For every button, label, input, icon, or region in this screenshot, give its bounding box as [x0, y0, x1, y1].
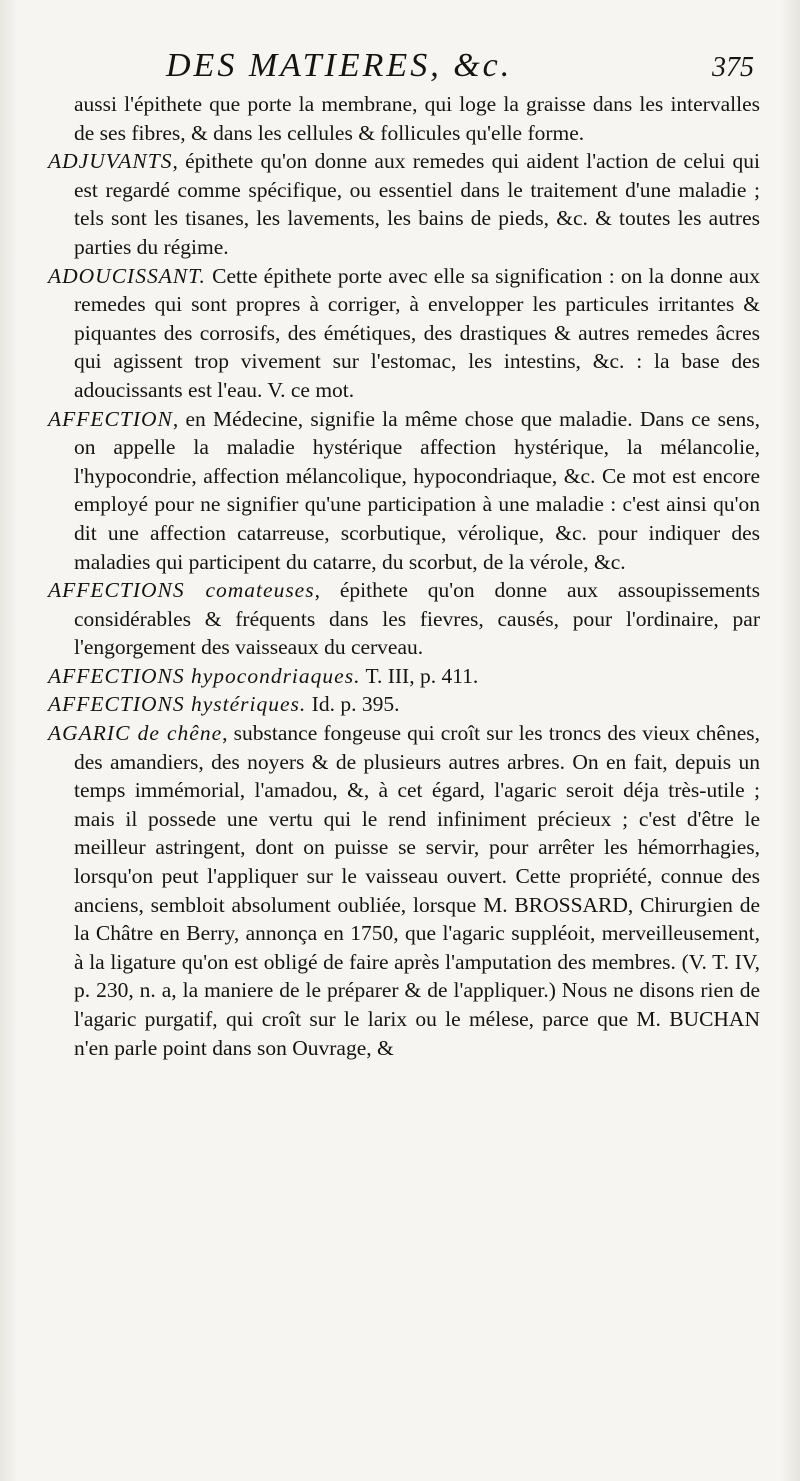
entry-body: Id. p. 395.	[306, 692, 400, 717]
entry-agaric	[48, 719, 760, 1062]
entry-adoucissant	[48, 262, 760, 405]
entry-body: T. III, p. 411.	[360, 663, 479, 688]
entry-body: aussi l'épithete que porte la membrane, qui loge la graisse dans les intervalles de ses fibres, & dans les cellules & follicules qu'elle forme.	[74, 92, 760, 145]
entry-body: Cette épithete porte avec elle sa signification : on la donne aux remedes qui sont propres à corriger, à envelopper les particules irritantes & piquantes des corrosifs, des émétiques, des drastiques & autres remedes âcres qui agissent trop vivement sur l'estomac, les intestins, &c. : la base des adoucissants est l'eau. V. ce mot.	[74, 263, 760, 402]
entry-affections-hypocondriaques	[48, 662, 760, 691]
entry-headword: AGARIC de chêne	[48, 721, 223, 746]
entry-body: , épithete qu'on donne aux assoupissements considérables & fréquents dans les fievres, causés, pour l'ordinaire, par l'engorgement des vaisseaux du cerveau.	[74, 578, 761, 660]
entry-headword: ADOUCISSANT.	[48, 263, 206, 288]
entry-headword: AFFECTIONS comateuses	[48, 578, 315, 603]
entry-body: , substance fongeuse qui croît sur les troncs des vieux chênes, des amandiers, des noyers & de plusieurs autres arbres. On en fait, depuis un temps immémorial, l'amadou, &, à cet égard, l'agaric seroit déja très-utile ; mais il possede une vertu qui le rend infiniment précieux ; c'est d'être le meilleur astringent, dont on puisse se servir, pour arrêter les hémorrhagies, lorsqu'on peut l'appliquer sur le vaisseau ouvert. Cette propriété, connue des anciens, sembloit absolument oubliée, lorsque M. BROSSARD, Chirurgien de la Châtre en Berry, annonça en 1750, que l'agaric suppléoit, merveilleusement, à la ligature qu'on est obligé de faire après l'amputation des membres. (V. T. IV, p. 230, n. a, la maniere de le préparer & de l'appliquer.) Nous ne disons rien de l'agaric purgatif, qui croît sur le larix ou le mélese, parce que M. BUCHAN n'en parle point dans son Ouvrage, &	[74, 721, 760, 1060]
entry-affections-hysteriques	[48, 690, 760, 719]
entry-adjuvants	[48, 147, 760, 261]
entry-headword: AFFECTIONS hystériques.	[48, 692, 307, 717]
entry-body: , en Médecine, signifie la même chose que maladie. Dans ce sens, on appelle la maladie hystérique affection hystérique, la mélancolie, l'hypocondrie, affection mélancolique, hypocondriaque, &c. Ce mot est encore employé pour ne signifier qu'une participation à une maladie : c'est ainsi qu'on dit une affection catarreuse, scorbutique, vérolique, &c. pour indiquer des maladies qui participent du catarre, du scorbut, de la vérole, &c.	[74, 406, 760, 574]
entry-affection	[48, 405, 760, 577]
entry-headword: AFFECTIONS hypocondriaques.	[48, 663, 361, 688]
index-text	[48, 90, 760, 1062]
page-number: 375	[712, 52, 754, 83]
entry-continuation	[48, 90, 760, 147]
running-title: DES MATIERES, &c.	[166, 47, 513, 84]
entry-headword: AFFECTION	[48, 406, 173, 431]
entry-affections-comateuses	[48, 576, 760, 662]
entry-body: , épithete qu'on donne aux remedes qui aident l'action de celui qui est regardé comme spécifique, ou essentiel dans le traitement d'une maladie ; tels sont les tisanes, les lavements, les bains de pieds, &c. & toutes les autres parties du régime.	[74, 149, 760, 259]
entry-headword: ADJUVANTS	[48, 149, 173, 174]
running-header	[48, 44, 760, 88]
